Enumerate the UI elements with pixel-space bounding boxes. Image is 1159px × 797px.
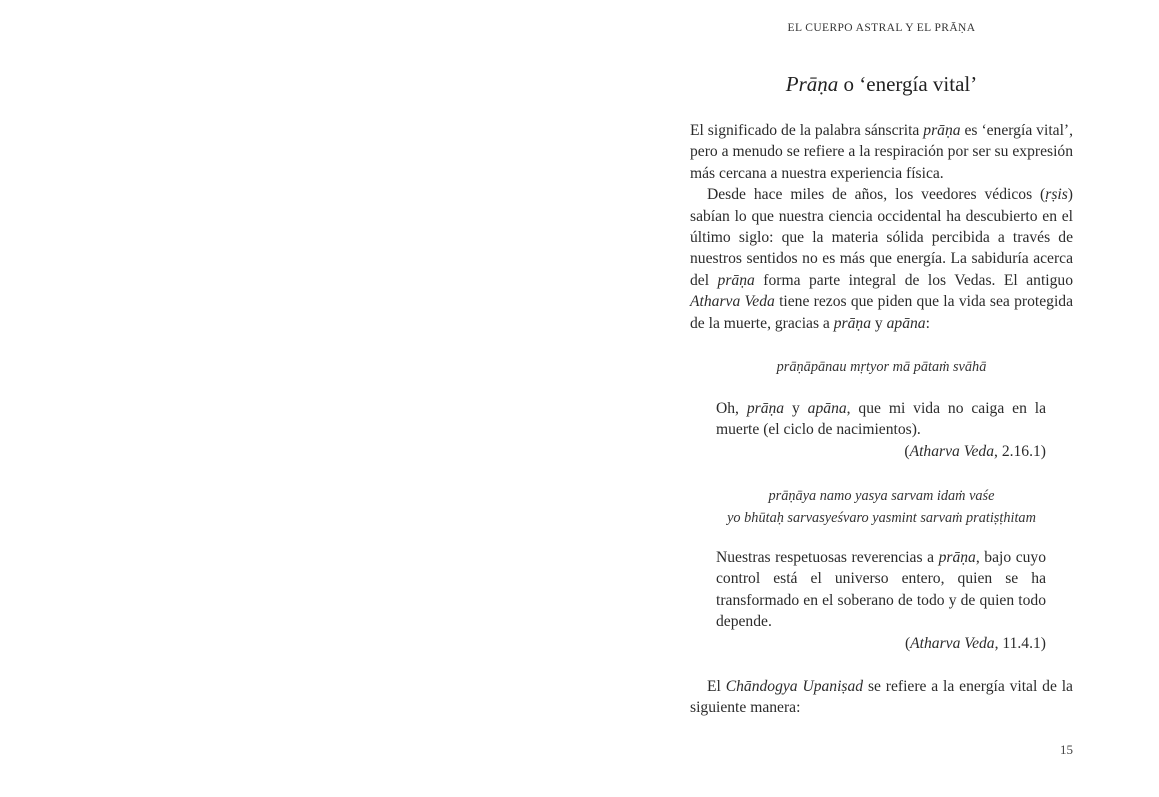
paragraph-1 (690, 120, 1073, 184)
paragraph-2-italic-e: apāna (886, 314, 926, 332)
paragraph-2-text-e: y (871, 314, 887, 332)
block-quote-2 (716, 547, 1046, 654)
body-text-closing (690, 676, 1073, 719)
body-text-intro (690, 120, 1073, 334)
section-title (690, 72, 1073, 97)
sanskrit-verse-2-line-1: prāṇāya namo yasya sarvam idaṁ vaśe (768, 488, 995, 504)
paragraph-3-text-b: se refiere a la energía vital de la siguiente manera: (690, 678, 1073, 717)
paragraph-1-text-a: El significado de la palabra sánscrita (690, 122, 924, 139)
sanskrit-verse-1-line-1: prāṇāpānau mṛtyor mā pātaṁ svāhā (776, 359, 987, 375)
block-quote-1-text-a: Oh, (716, 400, 747, 417)
block-quote-2-italic-a: prāṇa (938, 549, 976, 566)
block-quote-1-italic-a: prāṇa (746, 400, 785, 417)
paragraph-3 (690, 676, 1073, 719)
paragraph-2-text-f: : (925, 314, 930, 332)
paragraph-2-italic-d: prāṇa (833, 314, 871, 332)
block-quote-2-citation (716, 633, 1046, 654)
paragraph-1-text-b: es ‘energía vital’, pero a menudo se refiere a la respiración por ser su expresión más cercana a nuestra experiencia física. (690, 122, 1073, 182)
right-page (579, 0, 1159, 797)
block-quote-2-text-b: , bajo cuyo control está el universo entero, quien se ha transformado en el soberano de todo y de quien todo depende. (716, 549, 1047, 631)
paragraph-2-italic-c: Atharva Veda (690, 293, 775, 311)
block-quote-2-text (716, 547, 1046, 633)
sanskrit-verse-2 (690, 485, 1073, 529)
left-blank-page (0, 0, 579, 797)
block-quote-1-text-b: y (784, 400, 808, 417)
paragraph-1-italic-a: prāṇa (923, 122, 961, 139)
paragraph-2-italic-b: prāṇa (717, 271, 755, 289)
block-quote-1-text-c: , que mi vida no caiga en la muerte (el ciclo de nacimientos). (716, 400, 1046, 439)
sanskrit-verse-1 (690, 356, 1073, 378)
citation-2-work: Atharva Veda (910, 634, 995, 652)
citation-2-open: ( (904, 634, 911, 652)
block-quote-1-text (716, 398, 1046, 441)
paragraph-2-text-d: tiene rezos que piden que la vida sea protegida de la muerte, gracias a (690, 293, 1073, 332)
citation-1-work: Atharva Veda (909, 442, 995, 460)
section-title-rest: o ‘energía vital’ (838, 72, 978, 96)
paragraph-2-text-a: Desde hace miles de años, los veedores védicos ( (707, 186, 1046, 204)
sanskrit-verse-2-line-2: yo bhūtaḥ sarvasyeśvaro yasmint sarvaṁ pratiṣṭhitam (727, 510, 1036, 526)
citation-1-ref: , 2.16.1) (994, 442, 1046, 460)
block-quote-1-italic-b: apāna (807, 400, 847, 417)
block-quote-1 (716, 398, 1046, 462)
citation-1-open: ( (904, 442, 910, 460)
paragraph-3-text-a: El (707, 678, 726, 695)
paragraph-3-italic-a: Chāndogya Upaniṣad (725, 678, 864, 695)
block-quote-2-text-a: Nuestras respetuosas reverencias a (716, 549, 939, 566)
block-quote-1-citation (716, 441, 1046, 462)
citation-2-ref: , 11.4.1) (994, 634, 1046, 652)
page-number: 15 (1060, 742, 1073, 757)
section-title-italic: Prāṇa (785, 72, 839, 96)
paragraph-2-text-c: forma parte integral de los Vedas. El antiguo (754, 271, 1073, 289)
paragraph-2 (690, 184, 1073, 334)
running-header: EL CUERPO ASTRAL Y EL PRĀṆA (787, 22, 976, 34)
paragraph-2-text-b: ) sabían lo que nuestra ciencia occidental ha descubierto en el último siglo: que la materia sólida percibida a través de nuestros sentidos no es más que energía. La sabiduría acerca del (690, 186, 1073, 289)
paragraph-2-italic-a: ṛṣis (1045, 186, 1068, 204)
